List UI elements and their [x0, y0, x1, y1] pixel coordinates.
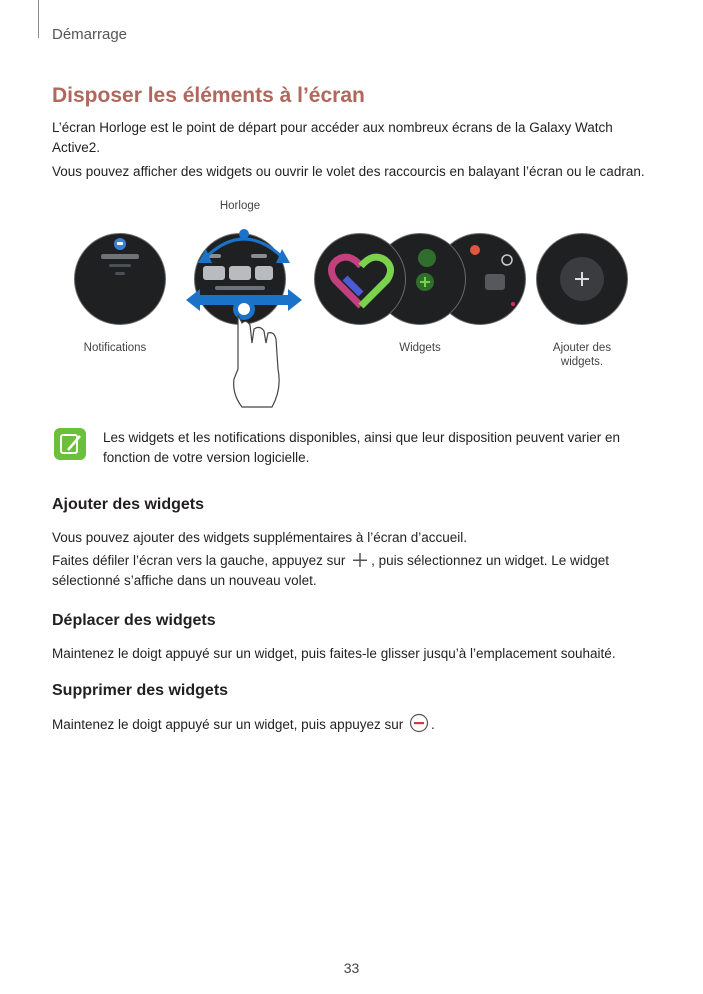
supprimer-text-before: Maintenez le doigt appuyé sur un widget, puis appuyez sur	[52, 717, 407, 732]
note-text: Les widgets et les notifications disponibles, ainsi que leur disposition peuvent varier en fonction de votre version logicielle.	[103, 430, 621, 465]
header-rule	[38, 0, 39, 38]
page-number: 33	[343, 960, 360, 976]
deplacer-paragraph: Maintenez le doigt appuyé sur un widget, puis faites-le glisser jusqu’à l’emplacement souhaité.	[52, 646, 616, 661]
plus-icon	[537, 234, 628, 325]
heading-deplacer-widgets: Déplacer des widgets	[52, 612, 216, 629]
minus-icon	[409, 713, 429, 733]
ajouter-paragraph-2	[52, 551, 652, 591]
ajouter-paragraph-1: Vous pouvez ajouter des widgets supplémentaires à l’écran d’accueil.	[52, 530, 467, 545]
note-icon	[54, 428, 86, 460]
ajouter-text-after: , puis sélectionnez un widget. Le widget sélectionné s’affiche dans un nouveau volet.	[52, 553, 610, 588]
label-horloge: Horloge	[219, 200, 261, 212]
notification-screen-icon	[75, 234, 166, 325]
watch-notifications	[74, 233, 166, 325]
ajouter-text-before: Faites défiler l’écran vers la gauche, appuyez sur	[52, 553, 350, 568]
heading-supprimer-widgets: Supprimer des widgets	[52, 682, 229, 699]
supprimer-paragraph	[52, 713, 652, 735]
intro-paragraph-1: L’écran Horloge est le point de départ pour accéder aux nombreux écrans de la Galaxy Watch Active2.	[52, 120, 613, 155]
supprimer-text-after: .	[430, 717, 435, 732]
label-widgets: Widgets	[399, 342, 441, 354]
label-ajouter-widgets: Ajouter des widgets.	[552, 342, 612, 368]
intro-paragraph-2: Vous pouvez afficher des widgets ou ouvrir le volet des raccourcis en balayant l’écran ou le cadran.	[52, 164, 645, 179]
watch-add-widget	[536, 233, 628, 325]
page-title: Disposer les éléments à l’écran	[52, 84, 365, 107]
heading-ajouter-widgets: Ajouter des widgets	[52, 496, 205, 513]
heart-widget-icon	[315, 234, 406, 325]
widget-activity	[314, 233, 406, 325]
section-header: Démarrage	[52, 26, 128, 43]
plus-icon	[351, 551, 369, 569]
label-notifications: Notifications	[83, 342, 147, 354]
watch-layout-figure	[60, 195, 650, 415]
swipe-hand-icon	[184, 219, 304, 419]
